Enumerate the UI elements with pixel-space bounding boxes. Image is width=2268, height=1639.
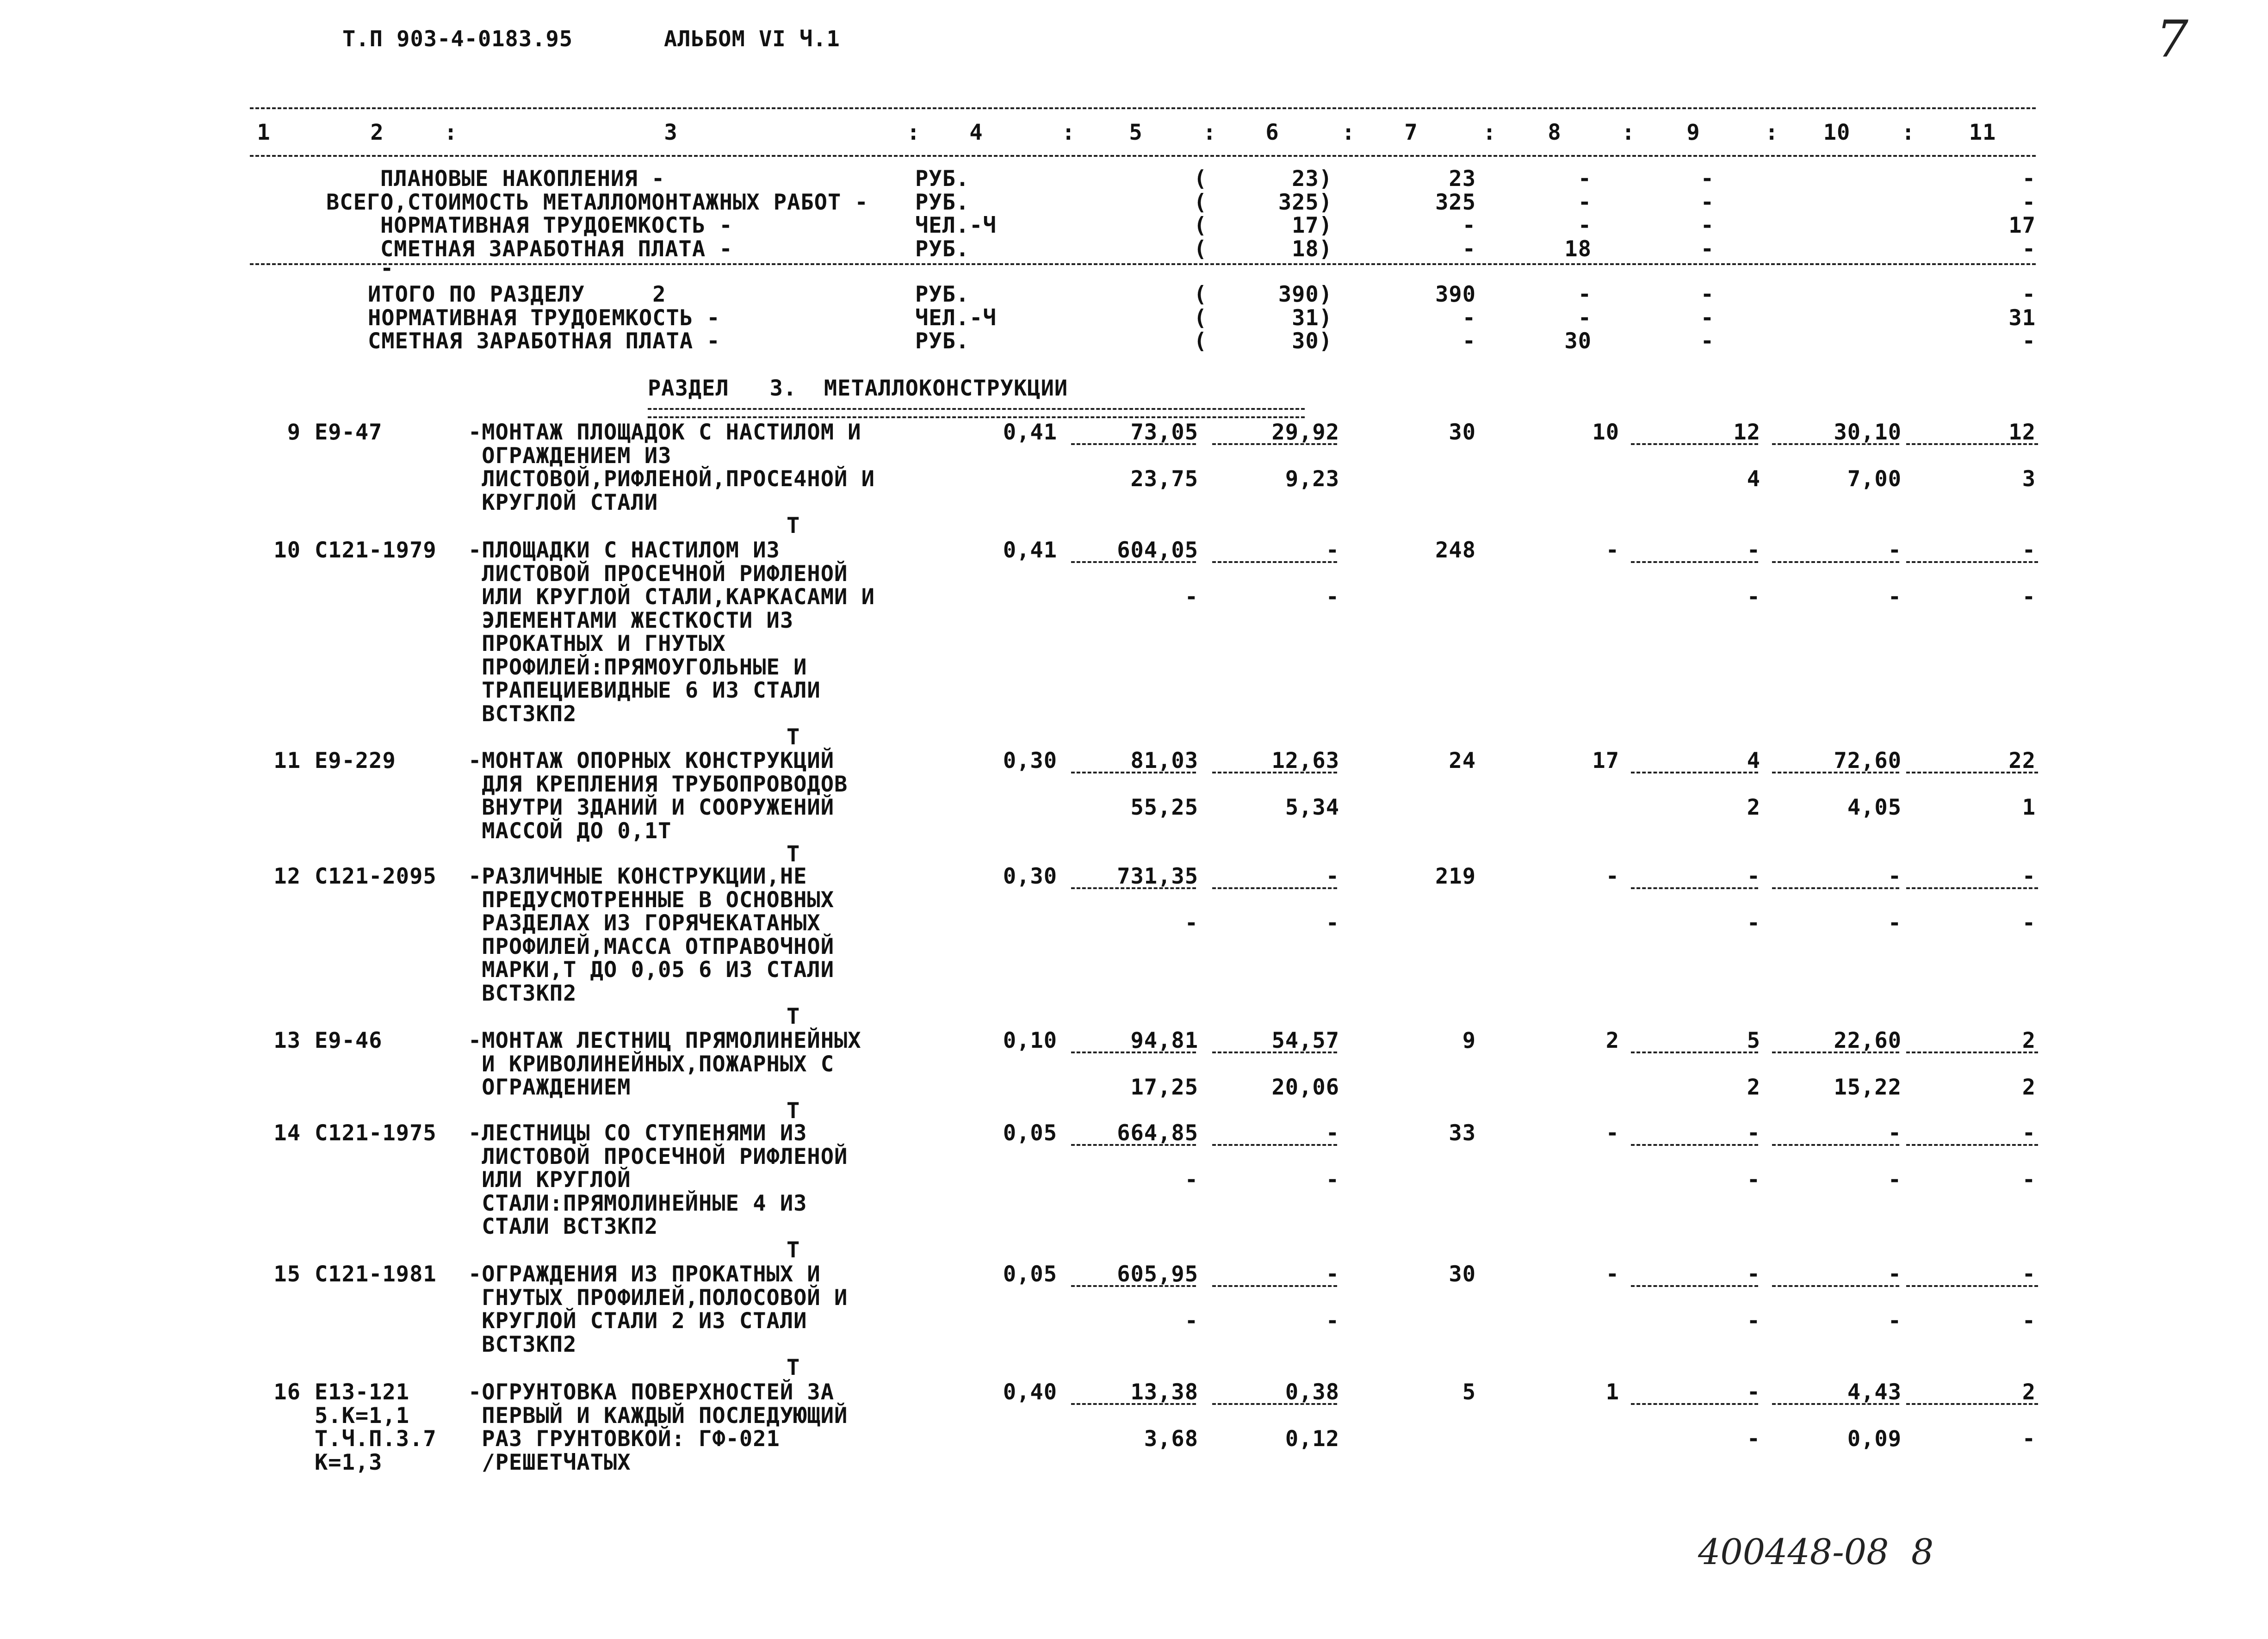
item-description: ЛИСТОВОЙ ПРОСЕЧНОЙ РИФЛЕНОЙ: [468, 561, 848, 587]
item-description: ПРЕДУСМОТРЕННЫЕ В ОСНОВНЫХ: [468, 887, 835, 913]
item-c5-secondary: 3,68: [1144, 1426, 1198, 1452]
item-unit-marker: Т: [787, 513, 800, 538]
underline: [1906, 1403, 2038, 1405]
item-description: -ЛЕСТНИЦЫ СО СТУПЕНЯМИ ИЗ: [468, 1120, 807, 1146]
summary-c11: -: [2022, 236, 2036, 262]
underline: [1212, 1144, 1337, 1146]
item-code: Е9-46: [315, 1028, 383, 1053]
item-c5: 664,85: [1117, 1120, 1198, 1146]
item-description: И КРИВОЛИНЕЙНЫХ,ПОЖАРНЫХ С: [468, 1051, 835, 1077]
item-description: -МОНТАЖ ОПОРНЫХ КОНСТРУКЦИЙ: [468, 748, 835, 773]
summary-label: ВСЕГО,СТОИМОСТЬ МЕТАЛЛОМОНТАЖНЫХ РАБОТ -: [326, 189, 868, 215]
item-description: ВНУТРИ ЗДАНИЙ И СООРУЖЕНИЙ: [468, 795, 835, 820]
paren: (: [1194, 305, 1208, 331]
column-separator: :: [1483, 120, 1497, 145]
item-c9-secondary: -: [1747, 1426, 1760, 1452]
summary-c9: -: [1700, 189, 1714, 215]
column-separator: :: [444, 120, 458, 145]
summary-c8: -: [1578, 282, 1592, 307]
header-rule: [250, 155, 2036, 157]
underline: [1772, 887, 1899, 889]
dash-mark: -: [380, 256, 394, 281]
item-c6-secondary: 20,06: [1271, 1075, 1339, 1100]
item-c10: 72,60: [1834, 748, 1902, 773]
summary-c6: 18): [1292, 236, 1332, 262]
item-c8: -: [1605, 538, 1619, 563]
summary-c8: -: [1578, 305, 1592, 331]
summary-c9: -: [1700, 236, 1714, 262]
item-c10-secondary: 15,22: [1834, 1075, 1902, 1100]
paren: (: [1194, 166, 1208, 192]
item-description: ДЛЯ КРЕПЛЕНИЯ ТРУБОПРОВОДОВ: [468, 771, 848, 797]
item-number: 11: [273, 748, 301, 773]
item-number: 15: [273, 1262, 301, 1287]
column-separator: :: [1062, 120, 1076, 145]
item-c7: 24: [1449, 748, 1476, 773]
item-number: 14: [273, 1120, 301, 1146]
underline: [1906, 1051, 2038, 1053]
item-description: ПРОФИЛЕЙ:ПРЯМОУГОЛЬНЫЕ И: [468, 654, 807, 680]
item-description: ГНУТЫХ ПРОФИЛЕЙ,ПОЛОСОВОЙ И: [468, 1285, 848, 1311]
item-c9: -: [1747, 1262, 1760, 1287]
item-c10: -: [1888, 864, 1902, 889]
item-description: МАРКИ,Т ДО 0,05 6 ИЗ СТАЛИ: [468, 957, 835, 983]
item-c6: -: [1326, 1262, 1339, 1287]
section-title-underline: [648, 408, 1305, 418]
underline: [1071, 561, 1196, 563]
section-title: РАЗДЕЛ 3. МЕТАЛЛОКОНСТРУКЦИИ: [648, 376, 1068, 401]
item-c10: -: [1888, 1262, 1902, 1287]
summary-c6: 17): [1292, 213, 1332, 238]
item-c9: -: [1747, 1379, 1760, 1405]
document-code: Т.П 903-4-0183.95: [342, 26, 573, 52]
page-mark: 7: [2156, 9, 2188, 68]
item-description: ПЕРВЫЙ И КАЖДЫЙ ПОСЛЕДУЮЩИЙ: [468, 1403, 848, 1429]
summary-c9: -: [1700, 282, 1714, 307]
item-c9: 4: [1747, 748, 1760, 773]
summary-c8: -: [1578, 189, 1592, 215]
underline: [1906, 1285, 2038, 1287]
item-c9-secondary: -: [1747, 1308, 1760, 1334]
column-number: 1: [257, 120, 271, 145]
item-unit-marker: Т: [787, 724, 800, 750]
item-description: ЛИСТОВОЙ ПРОСЕЧНОЙ РИФЛЕНОЙ: [468, 1144, 848, 1169]
item-c8: 1: [1605, 1379, 1619, 1405]
item-code: Е9-47: [315, 420, 383, 445]
item-c10: -: [1888, 1120, 1902, 1146]
summary-c6: 31): [1292, 305, 1332, 331]
underline: [1212, 887, 1337, 889]
item-c7: 30: [1449, 1262, 1476, 1287]
item-c8: 2: [1605, 1028, 1619, 1053]
item-qty: 0,41: [1003, 538, 1057, 563]
item-c9-secondary: -: [1747, 584, 1760, 610]
item-unit-marker: Т: [787, 1355, 800, 1380]
paren: (: [1194, 236, 1208, 262]
item-c5-secondary: 55,25: [1130, 795, 1198, 820]
underline: [1071, 1051, 1196, 1053]
underline: [1906, 772, 2038, 773]
item-c10: 4,43: [1847, 1379, 1902, 1405]
underline: [1906, 887, 2038, 889]
top-rule: [250, 107, 2036, 109]
item-c5: 604,05: [1117, 538, 1198, 563]
underline: [1212, 772, 1337, 773]
item-c5: 94,81: [1130, 1028, 1198, 1053]
item-c8: -: [1605, 1262, 1619, 1287]
item-number: 10: [273, 538, 301, 563]
item-c11-secondary: 3: [2022, 466, 2036, 492]
item-c7: 9: [1462, 1028, 1476, 1053]
item-c5: 81,03: [1130, 748, 1198, 773]
item-description: -МОНТАЖ ЛЕСТНИЦ ПРЯМОЛИНЕЙНЫХ: [468, 1028, 861, 1053]
summary-c7: -: [1462, 236, 1476, 262]
item-c6: 12,63: [1271, 748, 1339, 773]
item-c9-secondary: 4: [1747, 466, 1760, 492]
summary-label: НОРМАТИВНАЯ ТРУДОЕМКОСТЬ -: [368, 305, 720, 331]
item-unit-marker: Т: [787, 841, 800, 867]
summary-label: СМЕТНАЯ ЗАРАБОТНАЯ ПЛАТА -: [380, 236, 733, 262]
item-number: 9: [287, 420, 301, 445]
summary-c7: -: [1462, 328, 1476, 354]
underline: [1071, 1285, 1196, 1287]
item-c9: -: [1747, 864, 1760, 889]
item-c10-secondary: 7,00: [1847, 466, 1902, 492]
summary-c7: 23: [1449, 166, 1476, 192]
item-unit-marker: Т: [787, 1098, 800, 1124]
item-c11: 2: [2022, 1028, 2036, 1053]
item-c7: 5: [1462, 1379, 1476, 1405]
summary-c8: -: [1578, 213, 1592, 238]
summary-c8: 18: [1564, 236, 1592, 262]
item-number: 16: [273, 1379, 301, 1405]
summary-c11: -: [2022, 282, 2036, 307]
summary-c11: 31: [2008, 305, 2036, 331]
column-separator: :: [1622, 120, 1636, 145]
item-c8: -: [1605, 864, 1619, 889]
underline: [1212, 1051, 1337, 1053]
underline: [1772, 561, 1899, 563]
underline: [1906, 561, 2038, 563]
item-c9: -: [1747, 1120, 1760, 1146]
item-c10-secondary: -: [1888, 910, 1902, 936]
item-c11: -: [2022, 1262, 2036, 1287]
item-description: /РЕШЕТЧАТЫХ: [468, 1449, 631, 1475]
item-number: 13: [273, 1028, 301, 1053]
item-c6: 54,57: [1271, 1028, 1339, 1053]
item-description: -РАЗЛИЧНЫЕ КОНСТРУКЦИИ,НЕ: [468, 864, 807, 889]
summary-c9: -: [1700, 328, 1714, 354]
summary-c7: 390: [1435, 282, 1476, 307]
item-c9-secondary: 2: [1747, 795, 1760, 820]
item-code: Е9-229: [315, 748, 396, 773]
column-separator: :: [1902, 120, 1915, 145]
item-c6: 0,38: [1285, 1379, 1339, 1405]
item-description: ВСТ3КП2: [468, 980, 577, 1006]
item-c11-secondary: -: [2022, 584, 2036, 610]
column-number: 11: [1969, 120, 1996, 145]
column-separator: :: [907, 120, 921, 145]
item-c6: -: [1326, 1120, 1339, 1146]
item-qty: 0,40: [1003, 1379, 1057, 1405]
item-c8: -: [1605, 1120, 1619, 1146]
item-c10: 22,60: [1834, 1028, 1902, 1053]
item-code: С121-1981: [315, 1262, 437, 1287]
item-c11-secondary: 1: [2022, 795, 2036, 820]
item-c8: 10: [1592, 420, 1619, 445]
underline: [1631, 1403, 1758, 1405]
item-c6: 29,92: [1271, 420, 1339, 445]
summary-c8: 30: [1564, 328, 1592, 354]
item-c7: 248: [1435, 538, 1476, 563]
item-c6-secondary: -: [1326, 1167, 1339, 1193]
summary-c7: 325: [1435, 189, 1476, 215]
item-c11: 2: [2022, 1379, 2036, 1405]
summary-label: ПЛАНОВЫЕ НАКОПЛЕНИЯ -: [380, 166, 665, 192]
underline: [1212, 561, 1337, 563]
item-description: МАССОЙ ДО 0,1Т: [468, 818, 672, 844]
item-c6-secondary: 5,34: [1285, 795, 1339, 820]
item-code: 5.К=1,1: [315, 1403, 410, 1429]
item-c9-secondary: -: [1747, 1167, 1760, 1193]
item-c9-secondary: -: [1747, 910, 1760, 936]
item-code: Е13-121: [315, 1379, 410, 1405]
item-code: К=1,3: [315, 1449, 383, 1475]
column-number: 9: [1686, 120, 1700, 145]
item-c7: 219: [1435, 864, 1476, 889]
summary-c9: -: [1700, 305, 1714, 331]
underline: [1631, 1144, 1758, 1146]
summary-unit: ЧЕЛ.-Ч: [915, 305, 997, 331]
item-c5: 605,95: [1117, 1262, 1198, 1287]
paren: (: [1194, 328, 1208, 354]
item-c6: -: [1326, 538, 1339, 563]
item-description: КРУГЛОЙ СТАЛИ 2 ИЗ СТАЛИ: [468, 1308, 807, 1334]
item-c5-secondary: -: [1184, 1167, 1198, 1193]
handwritten-sheet-number: 400448-08 8: [1698, 1531, 1934, 1572]
item-description: ОГРАЖДЕНИЕМ: [468, 1075, 631, 1100]
column-separator: :: [1765, 120, 1779, 145]
item-description: ВСТ3КП2: [468, 701, 577, 727]
underline: [1906, 443, 2038, 445]
item-description: -ОГРАЖДЕНИЯ ИЗ ПРОКАТНЫХ И: [468, 1262, 821, 1287]
column-separator: :: [1203, 120, 1217, 145]
item-c5: 13,38: [1130, 1379, 1198, 1405]
item-code: С121-2095: [315, 864, 437, 889]
item-c5-secondary: -: [1184, 1308, 1198, 1334]
underline: [1772, 1403, 1899, 1405]
item-code: С121-1979: [315, 538, 437, 563]
item-description: ОГРАЖДЕНИЕМ ИЗ: [468, 443, 672, 469]
underline: [1071, 772, 1196, 773]
paren: (: [1194, 189, 1208, 215]
underline: [1631, 1285, 1758, 1287]
underline: [1906, 1144, 2038, 1146]
item-c5: 73,05: [1130, 420, 1198, 445]
column-number: 2: [370, 120, 384, 145]
summary-c7: -: [1462, 305, 1476, 331]
item-unit-marker: Т: [787, 1237, 800, 1263]
album-label: АЛЬБОМ VI Ч.1: [664, 26, 840, 52]
item-description: -ОГРУНТОВКА ПОВЕРХНОСТЕЙ ЗА: [468, 1379, 835, 1405]
underline: [1772, 1144, 1899, 1146]
item-c10-secondary: -: [1888, 1308, 1902, 1334]
item-qty: 0,05: [1003, 1120, 1057, 1146]
item-code: Т.Ч.П.3.7: [315, 1426, 437, 1452]
underline: [1772, 1051, 1899, 1053]
paren: (: [1194, 282, 1208, 307]
item-description: РАЗ ГРУНТОВКОЙ: ГФ-021: [468, 1426, 780, 1452]
item-c11-secondary: -: [2022, 1167, 2036, 1193]
item-c11: -: [2022, 864, 2036, 889]
item-description: СТАЛИ:ПРЯМОЛИНЕЙНЫЕ 4 ИЗ: [468, 1190, 807, 1216]
item-qty: 0,30: [1003, 864, 1057, 889]
item-c10-secondary: 0,09: [1847, 1426, 1902, 1452]
item-c5-secondary: -: [1184, 584, 1198, 610]
summary-c6: 390): [1278, 282, 1332, 307]
item-c6: -: [1326, 864, 1339, 889]
underline: [1071, 443, 1196, 445]
item-c9: 12: [1733, 420, 1760, 445]
summary-c8: -: [1578, 166, 1592, 192]
summary-c6: 30): [1292, 328, 1332, 354]
item-description: СТАЛИ ВСТ3КП2: [468, 1214, 658, 1239]
underline: [1071, 1403, 1196, 1405]
item-c11: 22: [2008, 748, 2036, 773]
itogo-rule: [250, 263, 2036, 265]
item-description: ЛИСТОВОЙ,РИФЛЕНОЙ,ПРОСЕ4НОЙ И: [468, 466, 875, 492]
item-c6-secondary: 9,23: [1285, 466, 1339, 492]
item-qty: 0,41: [1003, 420, 1057, 445]
item-c9: 5: [1747, 1028, 1760, 1053]
item-qty: 0,30: [1003, 748, 1057, 773]
underline: [1631, 443, 1758, 445]
item-c11-secondary: -: [2022, 910, 2036, 936]
item-c11-secondary: -: [2022, 1308, 2036, 1334]
summary-label: НОРМАТИВНАЯ ТРУДОЕМКОСТЬ -: [380, 213, 733, 238]
item-c5-secondary: 23,75: [1130, 466, 1198, 492]
item-c9-secondary: 2: [1747, 1075, 1760, 1100]
item-c8: 17: [1592, 748, 1619, 773]
item-c7: 30: [1449, 420, 1476, 445]
item-description: ПРОФИЛЕЙ,МАССА ОТПРАВОЧНОЙ: [468, 934, 835, 959]
item-description: ИЛИ КРУГЛОЙ СТАЛИ,КАРКАСАМИ И: [468, 584, 875, 610]
summary-unit: РУБ.: [915, 189, 970, 215]
item-description: ИЛИ КРУГЛОЙ: [468, 1167, 631, 1193]
item-description: ЭЛЕМЕНТАМИ ЖЕСТКОСТИ ИЗ: [468, 607, 794, 633]
item-description: РАЗДЕЛАХ ИЗ ГОРЯЧЕКАТАНЫХ: [468, 910, 821, 936]
item-number: 12: [273, 864, 301, 889]
item-c5-secondary: -: [1184, 910, 1198, 936]
item-description: -ПЛОЩАДКИ С НАСТИЛОМ ИЗ: [468, 538, 780, 563]
summary-label: ИТОГО ПО РАЗДЕЛУ 2: [368, 282, 666, 307]
underline: [1631, 772, 1758, 773]
item-c6-secondary: -: [1326, 1308, 1339, 1334]
item-c9: -: [1747, 538, 1760, 563]
summary-c11: 17: [2008, 213, 2036, 238]
underline: [1631, 887, 1758, 889]
column-number: 4: [969, 120, 983, 145]
column-number: 8: [1548, 120, 1562, 145]
item-c7: 33: [1449, 1120, 1476, 1146]
underline: [1772, 1285, 1899, 1287]
underline: [1631, 1051, 1758, 1053]
underline: [1212, 1403, 1337, 1405]
underline: [1071, 1144, 1196, 1146]
item-c10: 30,10: [1834, 420, 1902, 445]
item-c11: -: [2022, 1120, 2036, 1146]
column-number: 3: [664, 120, 678, 145]
summary-unit: ЧЕЛ.-Ч: [915, 213, 997, 238]
summary-c9: -: [1700, 166, 1714, 192]
item-c5: 731,35: [1117, 864, 1198, 889]
underline: [1212, 443, 1337, 445]
item-description: ПРОКАТНЫХ И ГНУТЫХ: [468, 631, 726, 656]
column-number: 5: [1129, 120, 1143, 145]
item-description: ВСТ3КП2: [468, 1331, 577, 1357]
item-code: С121-1975: [315, 1120, 437, 1146]
column-number: 6: [1265, 120, 1279, 145]
summary-c11: -: [2022, 166, 2036, 192]
underline: [1631, 561, 1758, 563]
summary-c6: 23): [1292, 166, 1332, 192]
item-unit-marker: Т: [787, 1004, 800, 1029]
summary-unit: РУБ.: [915, 328, 970, 354]
column-separator: :: [1342, 120, 1356, 145]
item-c6-secondary: -: [1326, 910, 1339, 936]
item-c10-secondary: -: [1888, 1167, 1902, 1193]
summary-c11: -: [2022, 189, 2036, 215]
item-c11-secondary: 2: [2022, 1075, 2036, 1100]
paren: (: [1194, 213, 1208, 238]
item-c10-secondary: -: [1888, 584, 1902, 610]
summary-unit: РУБ.: [915, 166, 970, 192]
column-number: 10: [1823, 120, 1851, 145]
column-number: 7: [1404, 120, 1418, 145]
item-c6-secondary: 0,12: [1285, 1426, 1339, 1452]
underline: [1071, 887, 1196, 889]
item-c5-secondary: 17,25: [1130, 1075, 1198, 1100]
item-description: ТРАПЕЦИЕВИДНЫЕ 6 ИЗ СТАЛИ: [468, 678, 821, 703]
item-c6-secondary: -: [1326, 584, 1339, 610]
summary-unit: РУБ.: [915, 236, 970, 262]
item-description: -МОНТАЖ ПЛОЩАДОК С НАСТИЛОМ И: [468, 420, 861, 445]
summary-c7: -: [1462, 213, 1476, 238]
underline: [1772, 443, 1899, 445]
summary-unit: РУБ.: [915, 282, 970, 307]
underline: [1212, 1285, 1337, 1287]
item-c11: -: [2022, 538, 2036, 563]
summary-c11: -: [2022, 328, 2036, 354]
summary-label: СМЕТНАЯ ЗАРАБОТНАЯ ПЛАТА -: [368, 328, 720, 354]
item-qty: 0,10: [1003, 1028, 1057, 1053]
item-description: КРУГЛОЙ СТАЛИ: [468, 489, 658, 515]
item-c10-secondary: 4,05: [1847, 795, 1902, 820]
summary-c6: 325): [1278, 189, 1332, 215]
item-qty: 0,05: [1003, 1262, 1057, 1287]
summary-c9: -: [1700, 213, 1714, 238]
item-c11: 12: [2008, 420, 2036, 445]
item-c11-secondary: -: [2022, 1426, 2036, 1452]
underline: [1772, 772, 1899, 773]
item-c10: -: [1888, 538, 1902, 563]
